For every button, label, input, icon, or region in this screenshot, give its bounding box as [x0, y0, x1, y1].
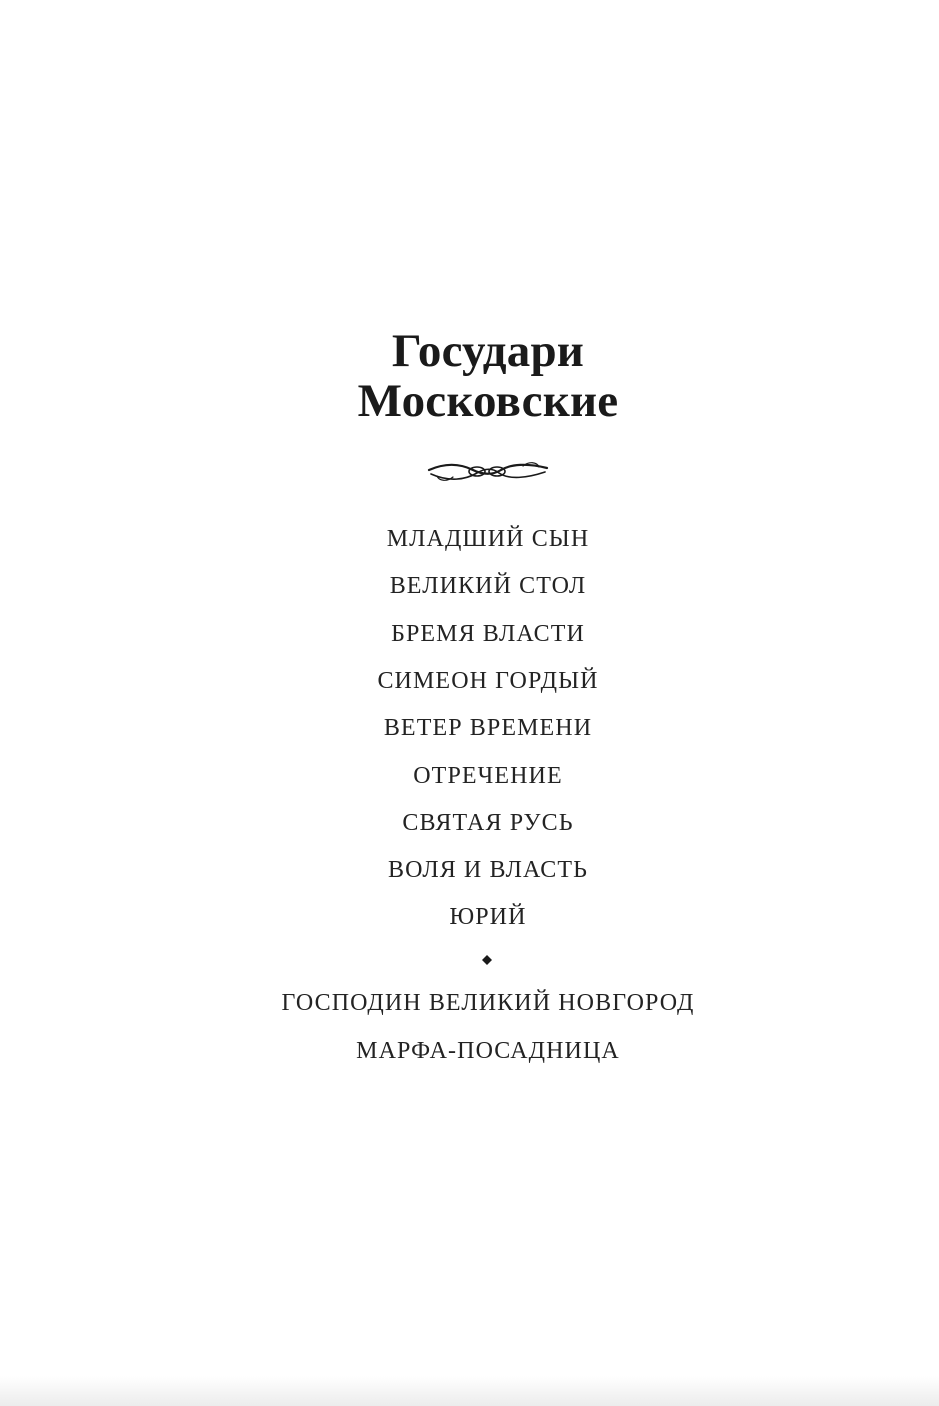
toc-item[interactable]: ВОЛЯ И ВЛАСТЬ	[387, 857, 589, 883]
title-line-2: Московские	[357, 375, 619, 427]
toc-item[interactable]: ВЕЛИКИЙ СТОЛ	[389, 573, 587, 599]
title-line-1: Государи	[391, 325, 585, 377]
flourish-ornament-icon	[427, 456, 549, 488]
toc-item[interactable]: МАРФА-ПОСАДНИЦА	[356, 1038, 620, 1064]
toc-item[interactable]: ОТРЕЧЕНИЕ	[413, 763, 563, 789]
diamond-icon	[482, 955, 492, 965]
toc-item[interactable]: ЮРИЙ	[449, 904, 527, 930]
page-title	[0, 326, 939, 426]
page-bottom-edge	[0, 1376, 939, 1406]
toc-item[interactable]: МЛАДШИЙ СЫН	[386, 526, 590, 552]
toc-item[interactable]: ВЕТЕР ВРЕМЕНИ	[383, 715, 593, 741]
toc-item[interactable]: СИМЕОН ГОРДЫЙ	[377, 668, 599, 694]
toc-item[interactable]: ГОСПОДИН ВЕЛИКИЙ НОВГОРОД	[281, 990, 695, 1016]
toc-item[interactable]: СВЯТАЯ РУСЬ	[402, 810, 574, 836]
toc-item[interactable]: БРЕМЯ ВЛАСТИ	[391, 621, 585, 647]
